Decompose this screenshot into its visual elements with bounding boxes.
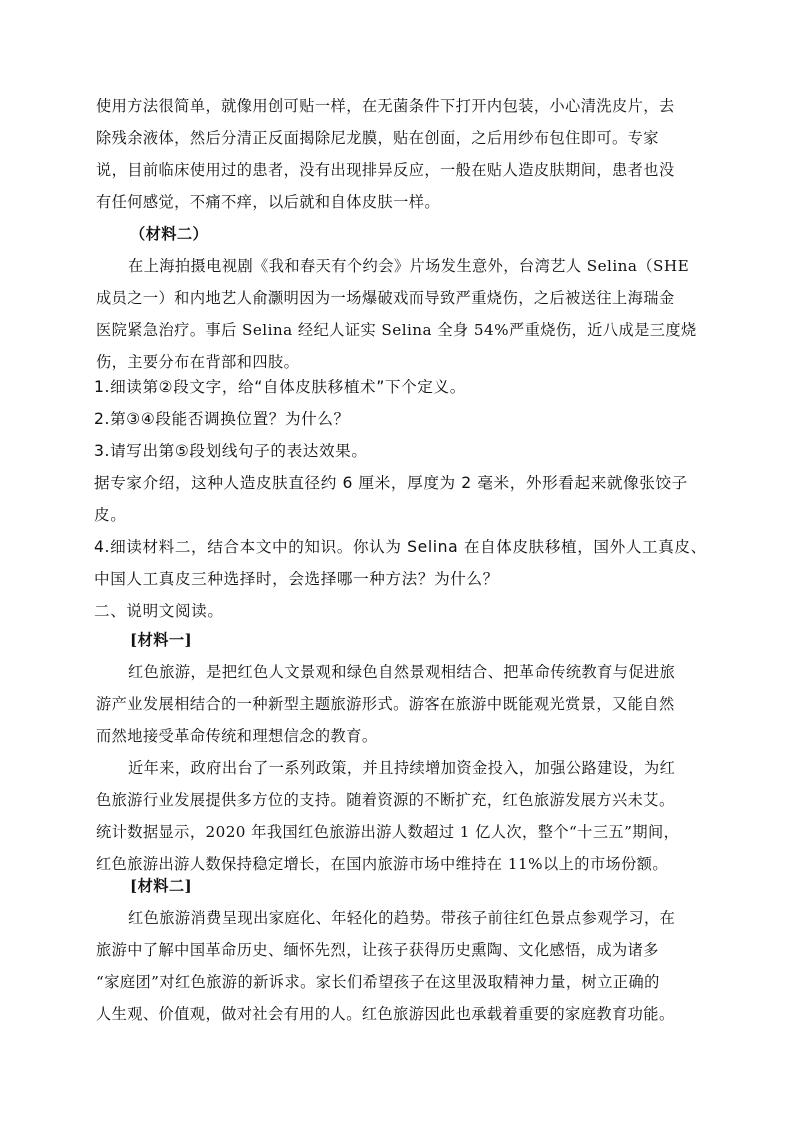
question-3-sentence: 皮。 [94, 506, 127, 524]
text-line: 统计数据显示，2020 年我国红色旅游出游人数超过 1 亿人次，整个“十三五”期间， [96, 823, 680, 841]
text-line: 伤，主要分布在背部和四肢。 [96, 353, 300, 371]
text-line: 人生观、价值观，做对社会有用的人。红色旅游因此也承载着重要的家庭教育功能。 [96, 1005, 675, 1023]
paragraph-selina [96, 250, 700, 378]
text-line: 说，目前临床使用过的患者，没有出现排异反应，一般在贴人造皮肤期间，患者也没 [96, 161, 675, 179]
text-line: 红色旅游，是把红色人文景观和绿色自然景观相结合、把革命传统教育与促进旅 [128, 663, 676, 681]
question-list [94, 371, 707, 627]
material-two-bracket-heading: [材料二] [130, 877, 193, 895]
text-line: 成员之一）和内地艺人俞灏明因为一场爆破戏而导致严重烧伤，之后被送往上海瑞金 [96, 289, 675, 307]
paragraph-red-tourism-definition [96, 656, 700, 752]
section-title: 二、说明文阅读。 [94, 602, 224, 620]
question-4: 中国人工真皮三种选择时，会选择哪一种方法？为什么？ [94, 570, 499, 588]
text-line: 近年来，政府出台了一系列政策，并且持续增加资金投入，加强公路建设，为红 [128, 759, 676, 777]
question-2: 2.第③④段能否调换位置？为什么？ [94, 410, 350, 428]
material-one-heading: [材料一] [130, 631, 193, 649]
text-line: 除残余液体，然后分清正反面揭除尼龙膜，贴在创面，之后用纱布包住即可。专家 [96, 129, 659, 147]
text-line: 旅游中了解中国革命历史、缅怀先烈，让孩子获得历史熏陶、文化感悟，成为诸多 [96, 941, 659, 959]
text-line: 而然地接受革命传统和理想信念的教育。 [96, 727, 378, 745]
text-line: 使用方法很简单，就像用创可贴一样，在无菌条件下打开内包装，小心清洗皮片，去 [96, 97, 675, 115]
paragraph-usage [96, 90, 700, 218]
text-line: 游产业发展相结合的一种新型主题旅游形式。游客在旅游中既能观光赏景，又能自然 [96, 695, 675, 713]
question-3: 3.请写出第⑤段划线句子的表达效果。 [94, 442, 368, 460]
text-line: “家庭团”对红色旅游的新诉求。家长们希望孩子在这里汲取精神力量，树立正确的 [96, 973, 660, 991]
text-line: 红色旅游消费呈现出家庭化、年轻化的趋势。带孩子前往红色景点参观学习，在 [128, 909, 676, 927]
question-1: 1.细读第②段文字，给“自体皮肤移植术”下个定义。 [94, 378, 466, 396]
question-4: 4.细读材料二，结合本文中的知识。你认为 Selina 在自体皮肤移植，国外人工真皮、 [94, 538, 707, 556]
text-line: 医院紧急治疗。事后 Selina 经纪人证实 Selina 全身 54%严重烧伤，近八成是三度烧 [96, 321, 697, 339]
text-line: 在上海拍摄电视剧《我和春天有个约会》片场发生意外，台湾艺人 Selina（SHE [128, 257, 690, 275]
question-3-sentence: 据专家介绍，这种人造皮肤直径约 6 厘米，厚度为 2 毫米，外形看起来就像张饺子 [94, 474, 688, 492]
paragraph-red-tourism-family [96, 902, 700, 1030]
text-line: 有任何感觉，不痛不痒，以后就和自体皮肤一样。 [96, 193, 441, 211]
material-two-heading: （材料二） [130, 225, 209, 243]
paragraph-red-tourism-policy [96, 752, 700, 880]
text-line: 红色旅游出游人数保持稳定增长，在国内旅游市场中维持在 11%以上的市场份额。 [96, 855, 669, 873]
text-line: 色旅游行业发展提供多方位的支持。随着资源的不断扩充，红色旅游发展方兴未艾。 [96, 791, 675, 809]
